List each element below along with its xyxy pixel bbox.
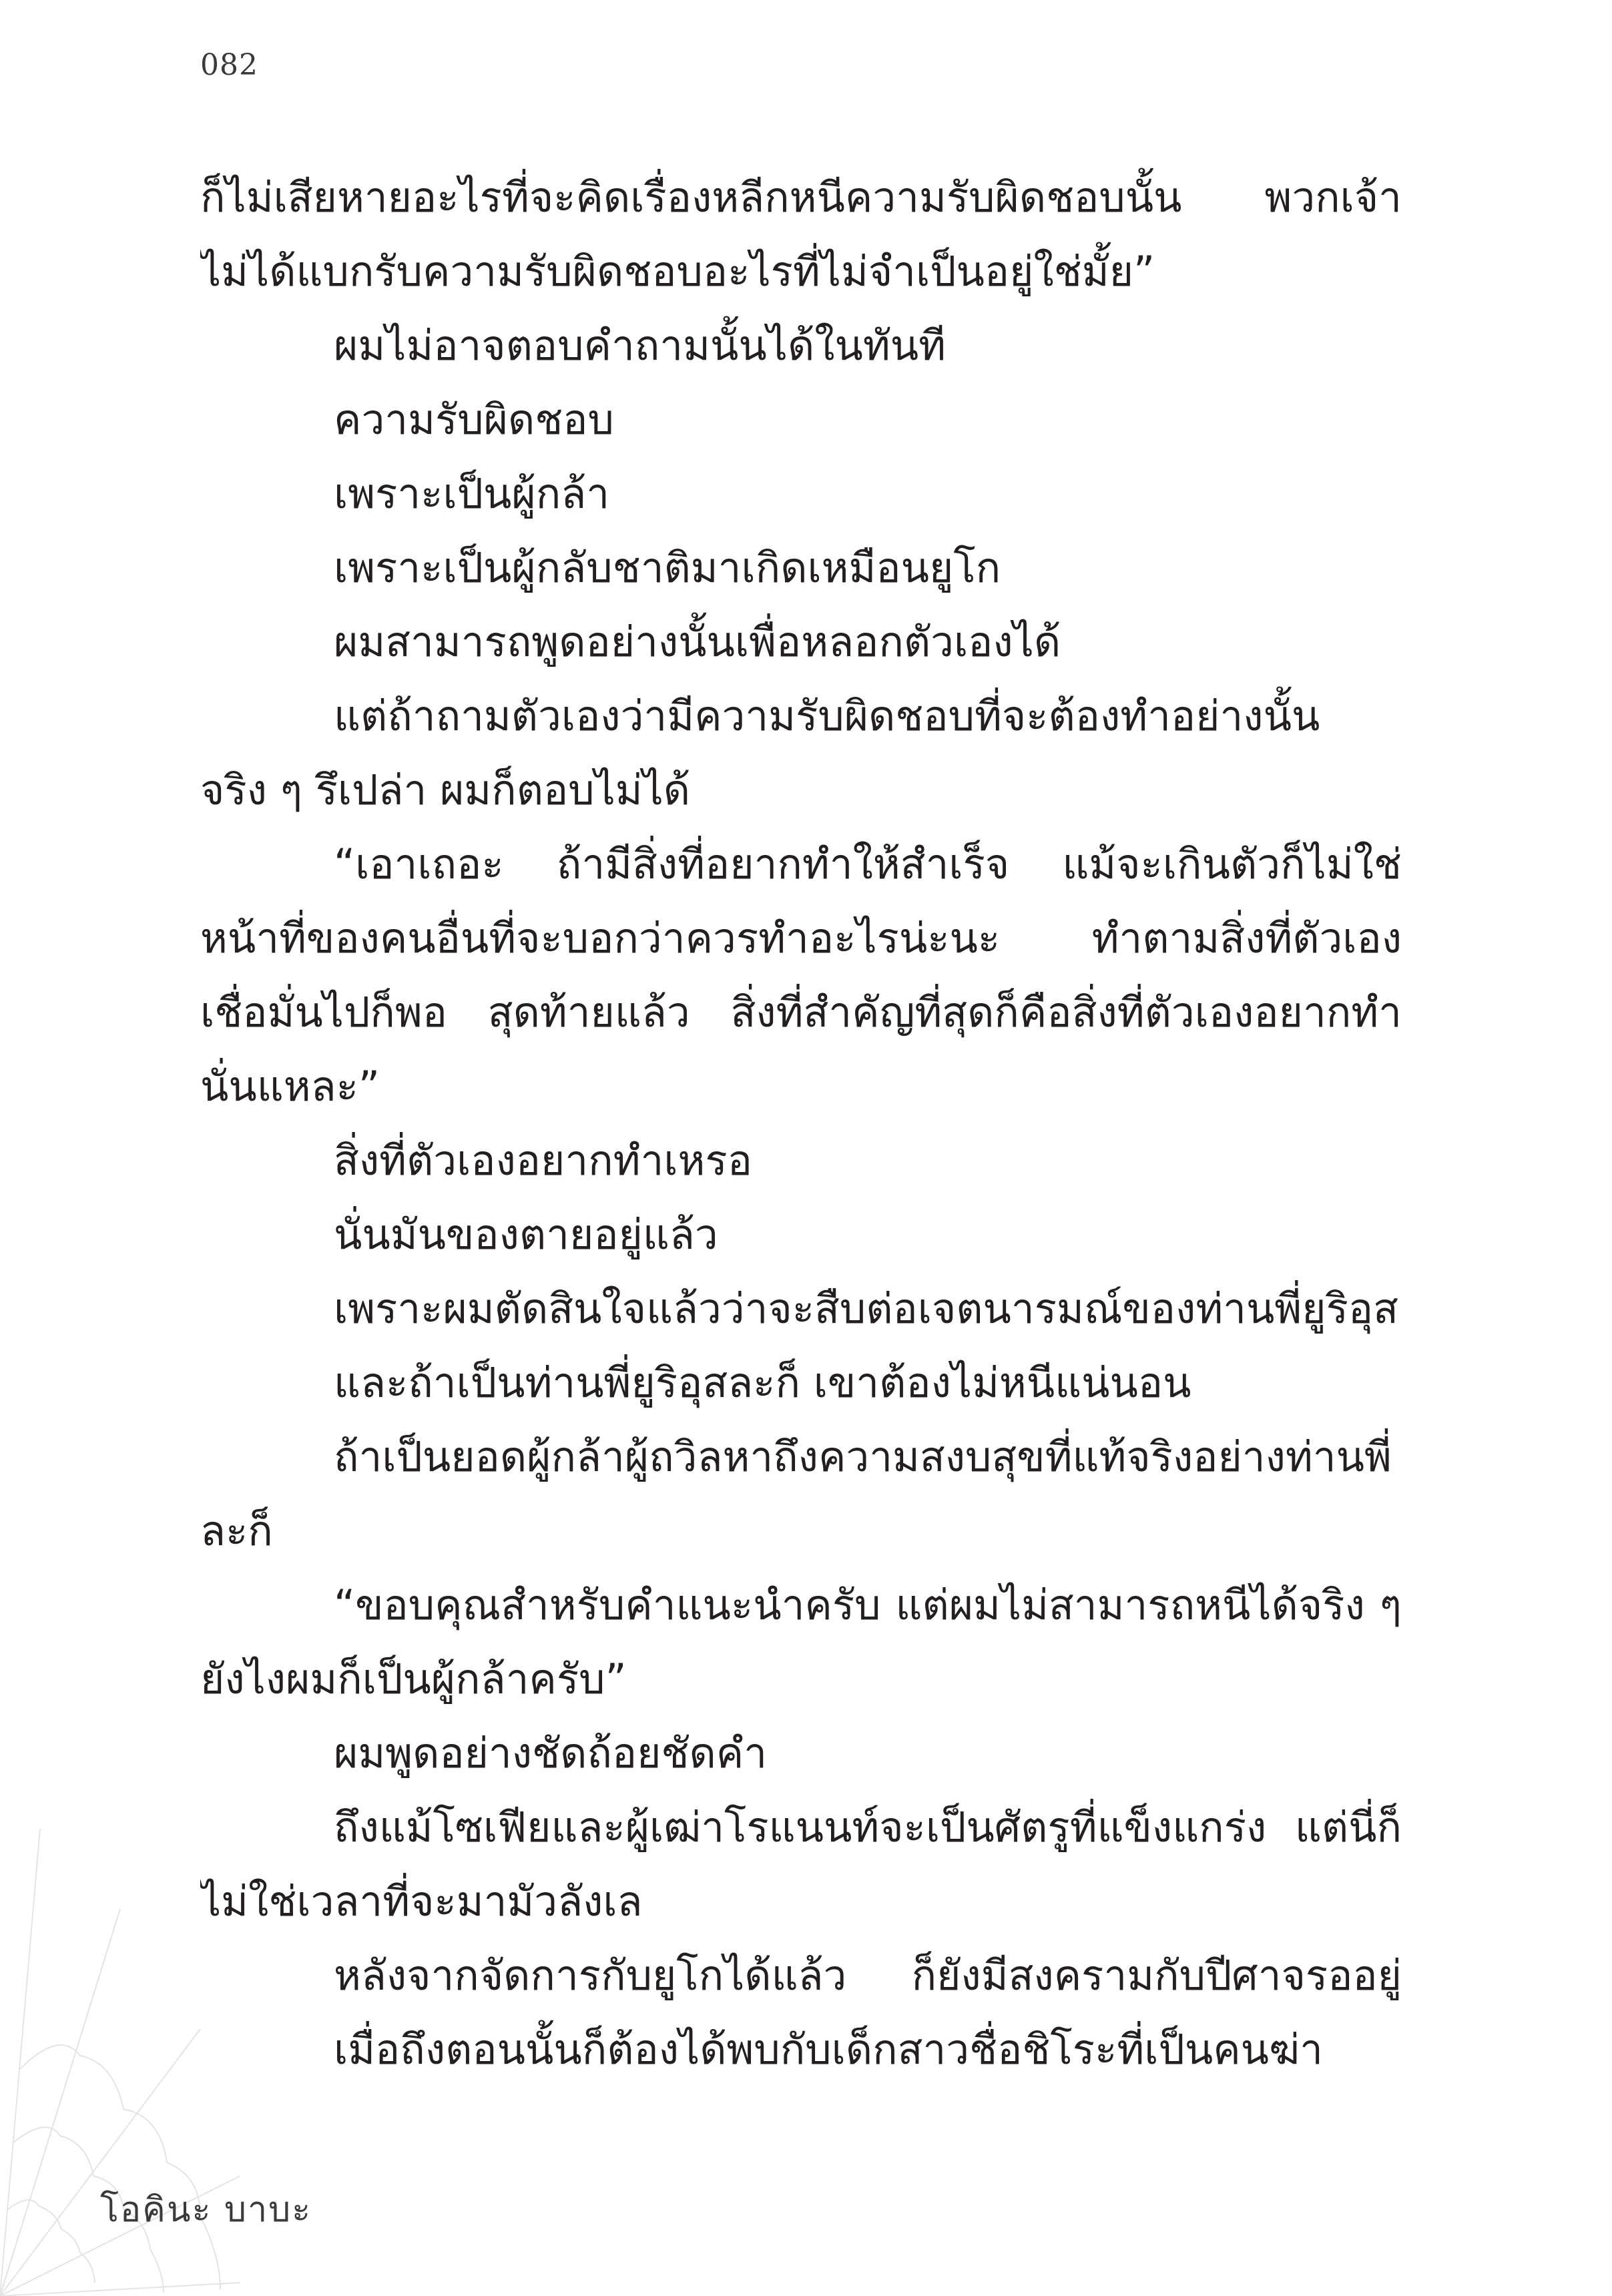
page-number: 082 — [200, 48, 258, 82]
paragraph-line: สิ่งที่ตัวเองอยากทำเหรอ — [334, 1136, 752, 1185]
paragraph-line: และถ้าเป็นท่านพี่ยูริอุสละก็ เขาต้องไม่หนีแน่นอน — [334, 1358, 1191, 1407]
paragraph-line: แต่ถ้าถามตัวเองว่ามีความรับผิดชอบที่จะต้องทำอย่างนั้น — [334, 691, 1320, 740]
paragraph-line: ละก็ — [200, 1506, 273, 1555]
paragraph-line: เมื่อถึงตอนนั้นก็ต้องได้พบกับเด็กสาวชื่อชิโระที่เป็นคนฆ่า — [334, 2025, 1323, 2074]
paragraph-line: ถ้าเป็นยอดผู้กล้าผู้ถวิลหาถึงความสงบสุขที่แท้จริงอย่างท่านพี่ — [334, 1432, 1392, 1481]
paragraph-line: “ขอบคุณสำหรับคำแนะนำครับ แต่ผมไม่สามารถหนีได้จริง ๆ — [334, 1581, 1402, 1629]
body-text — [200, 160, 1402, 2086]
paragraph-line: ก็ไม่เสียหายอะไรที่จะคิดเรื่องหลีกหนีความรับผิดชอบนั้น พวกเจ้า — [200, 173, 1402, 222]
paragraph-line: ถึงแม้โซเฟียและผู้เฒ่าโรแนนท์จะเป็นศัตรูที่แข็งแกร่ง แต่นี่ก็ — [334, 1803, 1402, 1851]
paragraph-line: ผมพูดอย่างชัดถ้อยชัดคำ — [334, 1729, 768, 1777]
paragraph-line: ผมสามารถพูดอย่างนั้นเพื่อหลอกตัวเองได้ — [334, 617, 1061, 666]
paragraph-line: ยังไงผมก็เป็นผู้กล้าครับ” — [200, 1655, 627, 1703]
paragraph-line: นั่นมันของตายอยู่แล้ว — [334, 1210, 718, 1259]
paragraph-line: หลังจากจัดการกับยูโกได้แล้ว ก็ยังมีสงครามกับปีศาจรออยู่ — [334, 1951, 1402, 2000]
paragraph-line: ไม่ได้แบกรับความรับผิดชอบอะไรที่ไม่จำเป็นอยู่ใช่มั้ย” — [200, 247, 1155, 296]
paragraph-line: เพราะเป็นผู้กลับชาติมาเกิดเหมือนยูโก — [334, 543, 1001, 592]
paragraph-line: “เอาเถอะ ถ้ามีสิ่งที่อยากทำให้สำเร็จ แม้จะเกินตัวก็ไม่ใช่ — [334, 840, 1402, 888]
paragraph-line: ไม่ใช่เวลาที่จะมามัวลังเล — [200, 1877, 643, 1926]
paragraph-line: จริง ๆ รึเปล่า ผมก็ตอบไม่ได้ — [200, 766, 691, 814]
footer-author: โอคินะ บาบะ — [100, 2190, 312, 2230]
paragraph-line: เพราะเป็นผู้กล้า — [334, 469, 610, 518]
paragraph-line: เพราะผมตัดสินใจแล้วว่าจะสืบต่อเจตนารมณ์ของท่านพี่ยูริอุส — [334, 1284, 1398, 1333]
paragraph-line: นั่นแหละ” — [200, 1062, 380, 1111]
paragraph-line: เชื่อมั่นไปก็พอ สุดท้ายแล้ว สิ่งที่สำคัญที่สุดก็คือสิ่งที่ตัวเองอยากทำ — [200, 988, 1402, 1037]
paragraph-line: ความรับผิดชอบ — [334, 395, 614, 444]
paragraph-line: ผมไม่อาจตอบคำถามนั้นได้ในทันที — [334, 321, 946, 370]
paragraph-line: หน้าที่ของคนอื่นที่จะบอกว่าควรทำอะไรน่ะนะ ทำตามสิ่งที่ตัวเอง — [200, 914, 1402, 962]
